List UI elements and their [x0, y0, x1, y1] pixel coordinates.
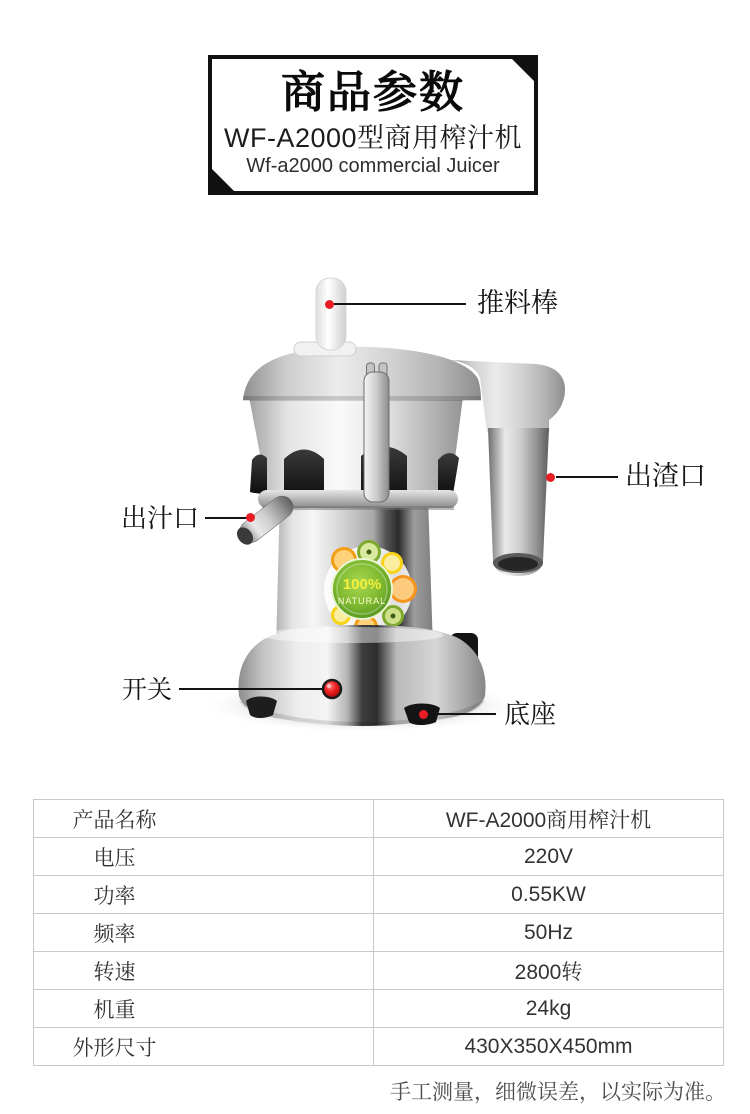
- callout-label-power-switch: 开关: [122, 676, 173, 704]
- callout-dot-push-rod: [325, 300, 334, 309]
- table-row: [34, 1028, 723, 1066]
- callout-line-pulp-outlet: [556, 476, 618, 478]
- table-row: [34, 876, 723, 914]
- juicing-bowl: [249, 397, 463, 510]
- head-dome: [243, 347, 481, 401]
- spec-label: 功率: [34, 876, 374, 913]
- rubber-foot-left: [246, 697, 277, 719]
- callout-label-push-rod: 推料棒: [477, 288, 558, 318]
- push-rod: [294, 278, 356, 356]
- table-row: [34, 914, 723, 952]
- model-subtitle-en: Wf-a2000 commercial Juicer: [246, 154, 500, 177]
- spec-label: 外形尺寸: [34, 1028, 374, 1065]
- callout-line-juice-outlet: [205, 517, 249, 519]
- table-row: [34, 838, 723, 876]
- table-row: [34, 800, 723, 838]
- callout-label-base: 底座: [504, 699, 557, 729]
- clamp-handle: [364, 363, 389, 502]
- sticker-text-100: 100%: [342, 576, 382, 593]
- spec-label: 机重: [34, 990, 374, 1027]
- spec-value: 50Hz: [523, 920, 574, 944]
- spec-value: 2800转: [514, 960, 583, 984]
- table-row: [34, 990, 723, 1028]
- spec-label: 转速: [34, 952, 374, 989]
- callout-dot-base: [419, 710, 428, 719]
- callout-line-push-rod: [334, 303, 466, 305]
- table-row: [34, 952, 723, 990]
- callout-line-base: [429, 713, 496, 715]
- callout-label-juice-outlet: 出汁口: [121, 503, 200, 533]
- spec-value: 430X350X450mm: [464, 1034, 633, 1058]
- spec-value: 220V: [523, 844, 574, 868]
- spec-table: [33, 799, 724, 1066]
- callout-dot-pulp-outlet: [546, 473, 555, 482]
- measurement-note: 手工测量，细微误差，以实际为准。: [390, 1081, 726, 1104]
- page-title: 商品参数: [281, 68, 465, 117]
- spec-value: WF-A2000商用榨汁机: [445, 808, 652, 832]
- spec-value: 0.55KW: [511, 882, 586, 906]
- power-switch: [323, 680, 341, 698]
- spec-label: 电压: [34, 838, 374, 875]
- model-subtitle-cn: WF-A2000型商用榨汁机: [223, 123, 523, 154]
- spec-label: 频率: [34, 914, 374, 951]
- callout-dot-juice-outlet: [246, 513, 255, 522]
- callout-line-power-switch: [179, 688, 323, 690]
- spec-label: 产品名称: [34, 800, 374, 837]
- callout-label-pulp-outlet: 出渣口: [625, 461, 706, 491]
- sticker-text-natural: NATURAL: [337, 596, 387, 606]
- machine-base: [238, 625, 485, 726]
- spec-value: 24kg: [525, 996, 572, 1020]
